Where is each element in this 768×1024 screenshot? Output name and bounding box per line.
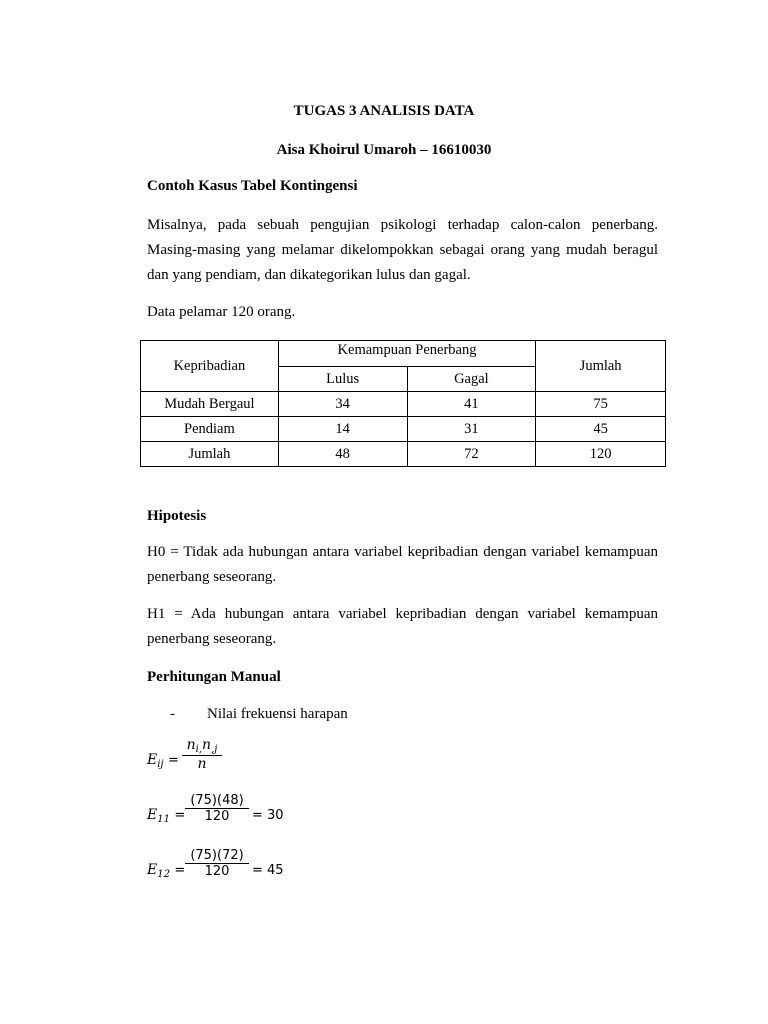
cell-lulus: 14 [278, 417, 407, 442]
header-jumlah: Jumlah [536, 341, 666, 392]
heading-hipotesis: Hipotesis [147, 508, 207, 524]
formula-e12-fraction [185, 848, 249, 879]
row-label: Pendiam [141, 417, 279, 442]
header-kepribadian: Kepribadian [141, 341, 279, 392]
contingency-table [140, 340, 666, 467]
hypothesis-h1: H1 = Ada hubungan antara variabel kepribadian dengan variabel kemampuan penerbang seseorang. [147, 606, 658, 647]
formula-e11-result: = 30 [252, 808, 284, 823]
table-row [141, 392, 666, 417]
cell-jumlah: 75 [536, 392, 666, 417]
heading-kasus: Contoh Kasus Tabel Kontingensi [147, 178, 358, 194]
bullet-dash: - [170, 706, 175, 722]
formula-numerator: (75)(72) [190, 848, 244, 863]
formula-general-fraction [182, 737, 222, 772]
cell-lulus: 48 [278, 442, 407, 467]
formula-e12-lhs: $E_{12}$ = [147, 862, 186, 880]
formula-e12-result: = 45 [252, 863, 284, 878]
header-lulus: Lulus [278, 367, 407, 392]
cell-lulus: 34 [278, 392, 407, 417]
cell-gagal: 72 [407, 442, 536, 467]
table-row [141, 442, 666, 467]
intro-paragraph: Misalnya, pada sebuah pengujian psikologi terhadap calon-calon penerbang. Masing-masing yang melamar dikelompokkan sebagai orang yang mudah beragul dan yang pendiam, dan dikategorikan lulus dan gagal. [147, 217, 658, 283]
formula-denominator: 120 [204, 864, 230, 879]
data-note: Data pelamar 120 orang. [147, 304, 296, 320]
header-kemampuan: Kemampuan Penerbang [278, 341, 535, 367]
formula-e11-lhs: $E_{11}$ = [147, 807, 186, 825]
author-line: Aisa Khoirul Umaroh – 16610030 [276, 142, 492, 158]
row-label: Jumlah [141, 442, 279, 467]
formula-denominator: n [197, 756, 207, 772]
formula-numerator: $n_{i,}n_{,j}$ [186, 737, 218, 755]
document-title: TUGAS 3 ANALISIS DATA [293, 103, 475, 119]
formula-e11-fraction [185, 793, 249, 824]
formula-general-lhs: $E_{ij}$ = [147, 752, 179, 770]
bullet-text: Nilai frekuensi harapan [207, 706, 348, 722]
cell-jumlah: 45 [536, 417, 666, 442]
cell-gagal: 31 [407, 417, 536, 442]
heading-perhitungan: Perhitungan Manual [147, 669, 281, 685]
formula-denominator: 120 [204, 809, 230, 824]
header-gagal: Gagal [407, 367, 536, 392]
table-row [141, 417, 666, 442]
formula-numerator: (75)(48) [190, 793, 244, 808]
hypothesis-h0: H0 = Tidak ada hubungan antara variabel kepribadian dengan variabel kemampuan penerbang seseorang. [147, 544, 658, 585]
row-label: Mudah Bergaul [141, 392, 279, 417]
cell-jumlah: 120 [536, 442, 666, 467]
cell-gagal: 41 [407, 392, 536, 417]
